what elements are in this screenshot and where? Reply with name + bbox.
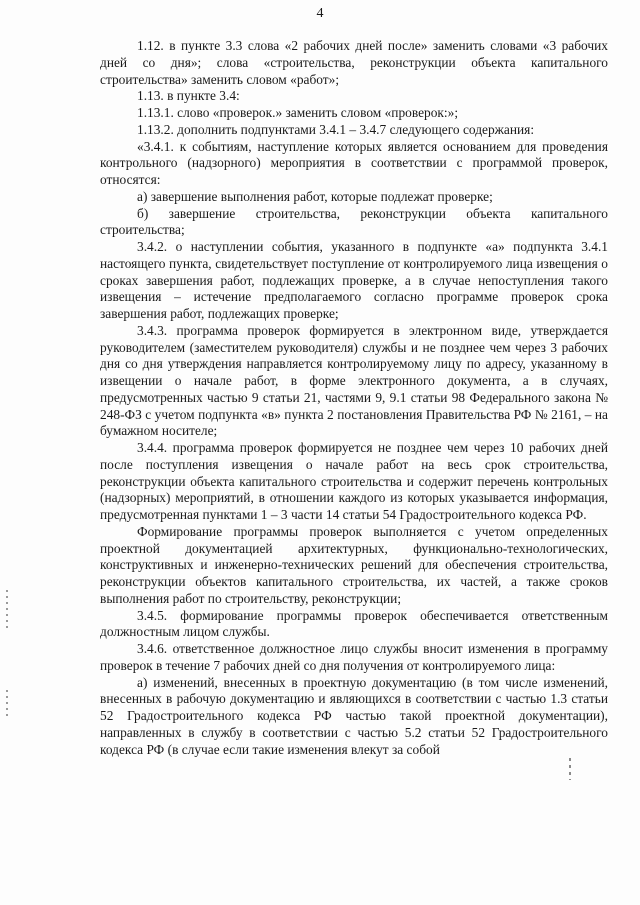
paragraph-3-4-1: «3.4.1. к событиям, наступление которых является основанием для проведения контрольного (надзорного) мероприятия в соответствии с программой проверок, относятся: — [100, 138, 608, 187]
scan-artifact-mark — [569, 758, 571, 780]
paragraph-program-formation: Формирование программы проверок выполняется с учетом определенных проектной документацией архитектурных, функционально-технологических, конструктивных и инженерно-технических решений для обеспечения строительства, реконструкции объектов капитального строительства, их частей, а также сроков выполнения работ по строительству, реконструкции; — [100, 523, 608, 606]
paragraph-1-13-2: 1.13.2. дополнить подпунктами 3.4.1 – 3.4.7 следующего содержания: — [137, 121, 535, 137]
paragraph-3-4-3: 3.4.3. программа проверок формируется в электронном виде, утверждается руководителем (заместителем руководителя) службы и не позднее чем через 3 рабочих дня со дня утверждения направляется контролируемому лицу по адресу, указанному в извещении о начале работ, в форме электронного документа, а в случаях, предусмотренных частью 9 статьи 21, частями 9, 9.1 статьи 98 Федерального закона № 248-ФЗ с учетом подпункта «в» пункта 2 постановления Правительства РФ № 2161, – на бумажном носителе; — [100, 322, 608, 439]
page-number: 4 — [316, 6, 324, 21]
paragraph-3-4-6-a: а) изменений, внесенных в проектную документацию (в том числе изменений, внесенных в рабочую документацию и являющихся в соответствии с частью 1.3 статьи 52 Градостроительного кодекса РФ частью такой проектной документации), направленных в службу в соответствии с частью 5.2 статьи 52 Градостроительного кодекса РФ (в случае если такие изменения влекут за собой — [100, 674, 608, 757]
paragraph-1-13: 1.13. в пункте 3.4: — [137, 88, 240, 104]
paragraph-3-4-6: 3.4.6. ответственное должностное лицо службы вносит изменения в программу проверок в течение 7 рабочих дней со дня получения от контролируемого лица: — [100, 641, 608, 673]
paragraph-3-4-4: 3.4.4. программа проверок формируется не позднее чем через 10 рабочих дней после поступления извещения о начале работ на весь срок строительства, реконструкции объекта капитального строительства и содержит перечень контрольных (надзорных) мероприятий, в отношении каждого из которых указывается информация, предусмотренная пунктами 1 – 3 части 14 статьи 54 Градостроительного кодекса РФ. — [100, 440, 608, 522]
paragraph-1-12: 1.12. в пункте 3.3 слова «2 рабочих дней после» заменить словами «3 рабочих дней со дня»; слова «строительства, реконструкции объекта капитального строительства» заменить словом «работ»; — [100, 38, 608, 87]
paragraph-3-4-5: 3.4.5. формирование программы проверок обеспечивается ответственным должностным лицом службы. — [100, 607, 608, 640]
document-body — [100, 38, 608, 758]
scan-margin-mark — [6, 690, 8, 720]
scan-margin-mark — [6, 590, 8, 630]
paragraph-3-4-1-b: б) завершение строительства, реконструкции объекта капитального строительства; — [100, 205, 608, 238]
paragraph-3-4-2: 3.4.2. о наступлении события, указанного в подпункте «а» подпункта 3.4.1 настоящего пункта, свидетельствует поступление от контролируемого лица извещения о сроках завершения работ, подлежащих проверке, а в случае непоступления такого извещения – истечение предполагаемого согласно программе проверок срока завершения работ, подлежащих проверке; — [100, 239, 608, 321]
paragraph-3-4-1-a: а) завершение выполнения работ, которые подлежат проверке; — [137, 188, 493, 204]
paragraph-1-13-1: 1.13.1. слово «проверок.» заменить словом «проверок:»; — [137, 105, 459, 120]
